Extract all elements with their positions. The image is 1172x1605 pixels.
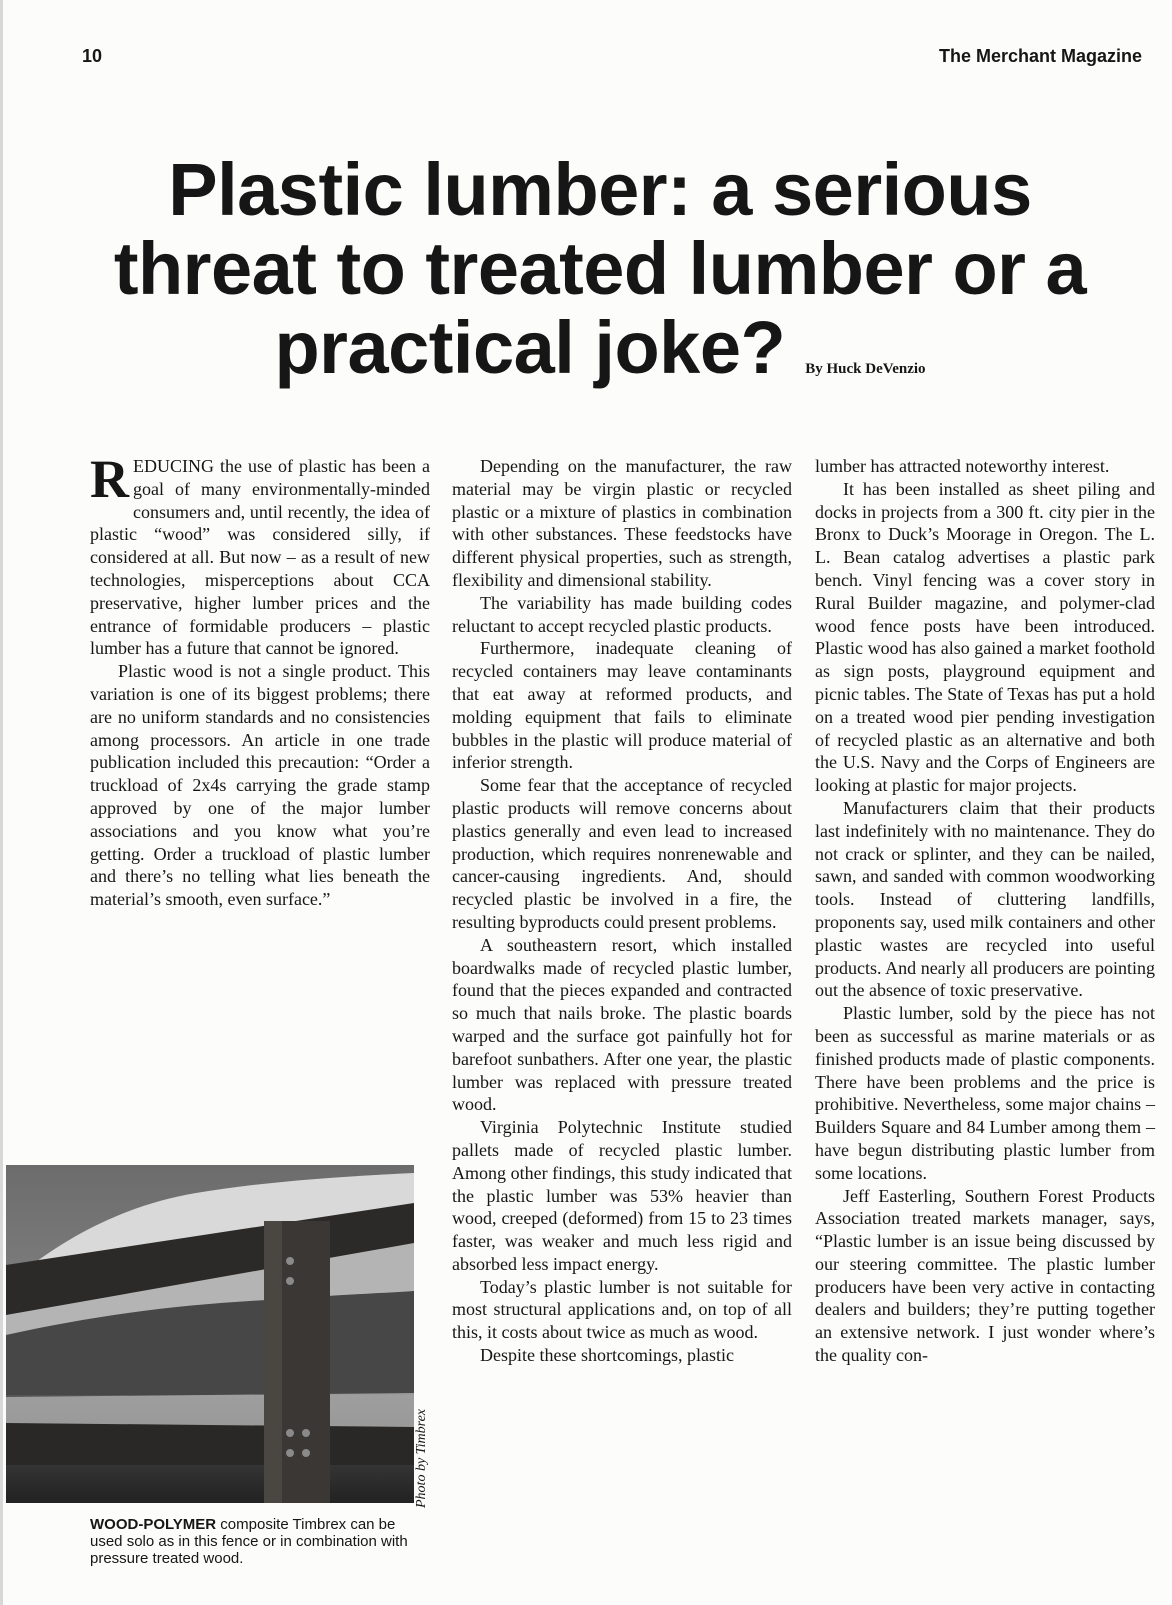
- photo-credit-text: Photo by Timbrex: [414, 1408, 429, 1508]
- paragraph: lumber has attracted noteworthy interest.: [815, 456, 1110, 476]
- fence-photo: [6, 1165, 414, 1503]
- column-2: [452, 455, 792, 1367]
- photo-credit: [412, 1380, 434, 1510]
- headline-text: Plastic lumber: a serious threat to treated lumber or a practical joke?: [113, 148, 1087, 389]
- caption-text: composite Timbrex can be used solo as in this fence or in combination with pressure treated wood.: [90, 1516, 408, 1567]
- paragraph-text: EDUCING the use of plastic has been a goal of many environmentally-minded consumers and, until recently, the idea of plastic “wood” was considered silly, if considered at all. But now – as a result of new technologies, misperceptions about CCA preservative, higher lumber prices and the entrance of formidable producers – plastic lumber has a future that cannot be ignored.: [90, 456, 430, 659]
- paragraph: Manufacturers claim that their products last indefinitely with no maintenance. They do not crack or splinter, and they can be nailed, sawn, and sanded with common woodworking tools. Instead of cluttering landfills, proponents say, used milk containers and other plastic wastes are recycled into useful products. And nearly all producers are pointing out the absence of toxic preservative.: [815, 797, 1155, 1001]
- article-headline: [60, 150, 1140, 409]
- paragraph: Jeff Easterling, Southern Forest Products Association treated markets manager, says, “Plastic lumber is an issue being discussed by our steering committee. The plastic lumber producers have been very active in contacting dealers and builders; they’re putting together an extensive network. I just wonder where’s the quality con-: [815, 1185, 1155, 1366]
- paragraph: Virginia Polytechnic Institute studied pallets made of recycled plastic lumber. Among other findings, this study indicated that the plastic lumber was 53% heavier than wood, creeped (deformed) from 15 to 23 times faster, was weaker and much less rigid and absorbed less impact energy.: [452, 1117, 792, 1274]
- page-header: [0, 40, 1172, 70]
- paragraph: Plastic lumber, sold by the piece has not been as successful as marine materials or as finished products made of plastic components. There have been problems and the price is prohibitive. Nevertheless, some major chains – Builders Square and 84 Lumber among them – have begun distributing plastic lumber from some locations.: [815, 1003, 1155, 1183]
- column-3: [815, 455, 1155, 1367]
- page-edge: [0, 0, 3, 1605]
- page-number: 10: [82, 46, 103, 66]
- column-1: [90, 449, 430, 911]
- paragraph: Despite these shortcomings, plastic: [480, 1345, 734, 1366]
- paragraph: The variability has made building codes reluctant to accept recycled plastic products.: [452, 592, 792, 636]
- byline: By Huck DeVenzio: [805, 361, 926, 377]
- caption-lead: WOOD-POLYMER: [90, 1516, 217, 1533]
- paragraph: Some fear that the acceptance of recycled plastic products will remove concerns about plastics generally and even lead to increased production, which requires nonrenewable and cancer-causing ingredients. And, should recycled plastic be involved in a fire, the resulting byproducts could present problems.: [452, 775, 792, 932]
- paragraph: Depending on the manufacturer, the raw material may be virgin plastic or recycled plastic or a mixture of plastics in combination with other substances. These feedstocks have different physical properties, such as strength, flexibility and dimensional stability.: [452, 456, 792, 590]
- drop-cap: R: [90, 449, 129, 509]
- paragraph: [90, 449, 430, 660]
- photo-caption: [90, 1516, 420, 1567]
- paragraph: Plastic wood is not a single product. This variation is one of its biggest problems; there are no uniform standards and no consistencies among processors. An article in one trade publication included this precaution: “Order a truckload of 2x4s carrying the grade stamp approved by one of the major lumber associations and you know what you’re getting. Order a truckload of plastic lumber and there’s no telling what lies beneath the material’s smooth, even surface.”: [90, 661, 430, 910]
- paragraph: It has been installed as sheet piling and docks in projects from a 300 ft. city pier in the Bronx to Duck’s Moorage in Oregon. The L. L. Bean catalog advertises a plastic park bench. Vinyl fencing was a cover story in Rural Builder magazine, and polymer-clad wood fence posts have been introduced. Plastic wood has also gained a market foothold as sign posts, playground equipment and picnic tables. The State of Texas has put a hold on a treated wood pier pending investigation of recycled plastic as an alternative and both the U.S. Navy and the Corps of Engineers are looking at plastic for major projects.: [815, 478, 1155, 796]
- paragraph: Today’s plastic lumber is not suitable for most structural applications and, on top of all this, it costs about twice as much as wood.: [452, 1276, 792, 1343]
- fence-photo-graphic: [6, 1165, 414, 1503]
- publication-title: The Merchant Magazine: [938, 46, 1142, 66]
- paragraph: Furthermore, inadequate cleaning of recycled containers may leave contaminants that eat away at reformed products, and molding equipment that fails to eliminate bubbles in the plastic will produce material of inferior strength.: [452, 638, 792, 773]
- paragraph: A southeastern resort, which installed boardwalks made of recycled plastic lumber, found that the pieces expanded and contracted so much that nails broke. The plastic boards warped and the surface got painfully hot for barefoot sunbathers. After one year, the plastic lumber was replaced with pressure treated wood.: [452, 934, 792, 1115]
